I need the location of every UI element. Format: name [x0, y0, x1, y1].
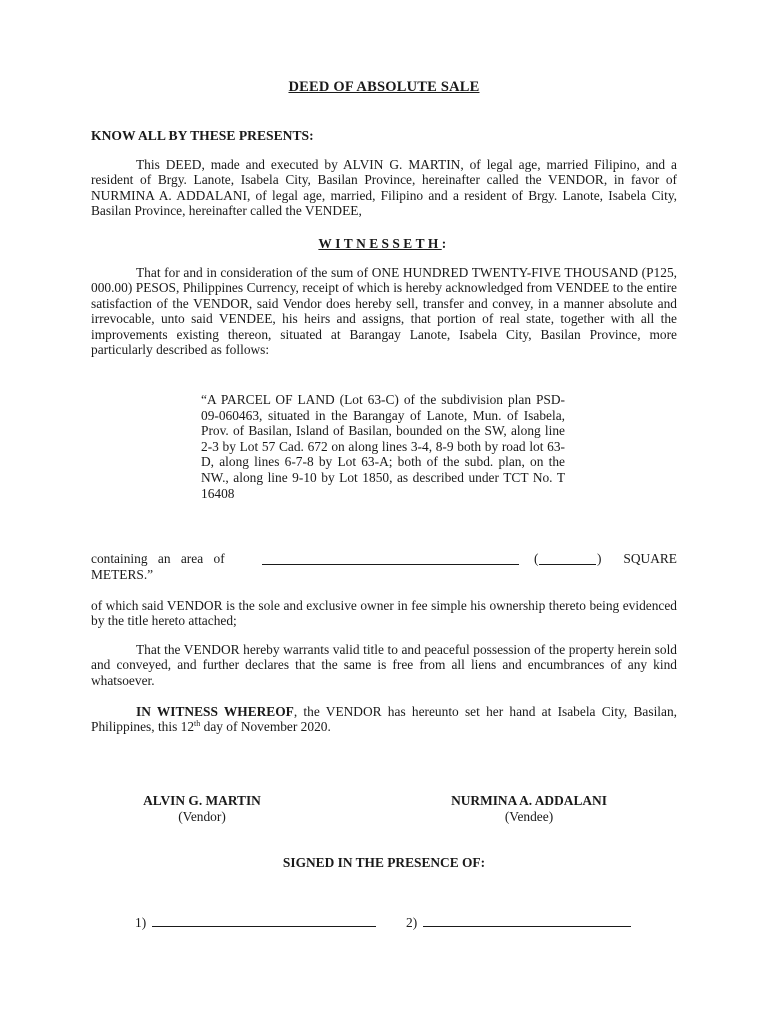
vendee-role: (Vendee) — [504, 809, 554, 824]
witnesseth-word: WITNESSETH — [318, 236, 442, 251]
witnesseth-heading — [0, 236, 768, 252]
area-line — [91, 551, 677, 582]
area-prefix: containing an area of — [91, 551, 225, 566]
witnesseth-colon: : — [441, 236, 450, 251]
presence-heading: SIGNED IN THE PRESENCE OF: — [282, 855, 486, 870]
witness-1-label: 1) — [135, 915, 147, 930]
witness-1-signature-line — [152, 914, 376, 927]
warranty-paragraph: That the VENDOR hereby warrants valid title to and peaceful possession of the property herein sold and conveyed, and further declares that the same is free from all liens and encumbrances of any kind whatsoever. — [91, 642, 677, 688]
witness-2-label: 2) — [406, 915, 418, 930]
whereof-text: , the VENDOR has hereunto set her hand at Isabela City, Basilan, Philippines, this 12 — [91, 704, 678, 735]
intro-paragraph: This DEED, made and executed by ALVIN G. MARTIN, of legal age, married Filipino, and a resident of Brgy. Lanote, Isabela City, Basilan Province, hereinafter called the VENDOR, in favor of NURMINA A. ADDALANI, of legal age, married, Filipino and a resident of Brgy. Lanote, Isabela City, Basilan Province, hereinafter called the VENDEE, — [91, 157, 677, 219]
ownership-paragraph: of which said VENDOR is the sole and exclusive owner in fee simple his ownership thereto being evidenced by the title hereto attached; — [91, 598, 677, 629]
whereof-end: day of November 2020. — [200, 719, 331, 735]
whereof-paragraph — [91, 704, 677, 735]
vendor-name: ALVIN G. MARTIN — [143, 793, 261, 808]
area-paren-open: ( — [534, 551, 539, 566]
area-blank-words — [262, 552, 519, 565]
opening-heading: KNOW ALL BY THESE PRESENTS: — [91, 128, 314, 143]
whereof-bold: IN WITNESS WHEREOF — [136, 704, 294, 719]
witness-1 — [135, 914, 376, 931]
whereof-sup: th — [194, 719, 201, 729]
vendee-name: NURMINA A. ADDALANI — [451, 793, 607, 808]
area-paren-close: ) — [597, 551, 602, 566]
parcel-description: “A PARCEL OF LAND (Lot 63-C) of the subdivision plan PSD-09-060463, situated in the Barangay of Lanote, Mun. of Isabela, Prov. of Basilan, Island of Basilan, bounded on the SW, along line 2-3 by Lot 57 Cad. 672 on along lines 3-4, 8-9 both by road lot 63-D, along lines 6-7-8 by Lot 63-A; both of the subd. plan, on the NW., along line 9-10 by Lot 1850, as described under TCT No. T 16408 — [201, 392, 565, 501]
document-title: DEED OF ABSOLUTE SALE — [288, 79, 480, 95]
area-unit: SQUARE — [623, 551, 677, 566]
consideration-paragraph: That for and in consideration of the sum of ONE HUNDRED TWENTY-FIVE THOUSAND (P125, 000.00) PESOS, Philippines Currency, receipt of which is hereby acknowledged from VENDEE to the entire satisfaction of the VENDOR, said Vendor does hereby sell, transfer and convey, in a manner absolute and irrevocable, unto said VENDEE, his heirs and assigns, that portion of real state, together with all the improvements existing thereon, situated at Barangay Lanote, Isabela City, Basilan Province, more particularly described as follows: — [91, 265, 677, 358]
vendor-signature-block — [112, 793, 292, 825]
area-blank-number — [539, 552, 596, 565]
vendee-signature-block — [430, 793, 628, 825]
witness-2-signature-line — [423, 914, 631, 927]
area-unit-end: METERS.” — [91, 567, 154, 582]
witness-2 — [406, 914, 631, 931]
vendor-role: (Vendor) — [178, 809, 226, 824]
